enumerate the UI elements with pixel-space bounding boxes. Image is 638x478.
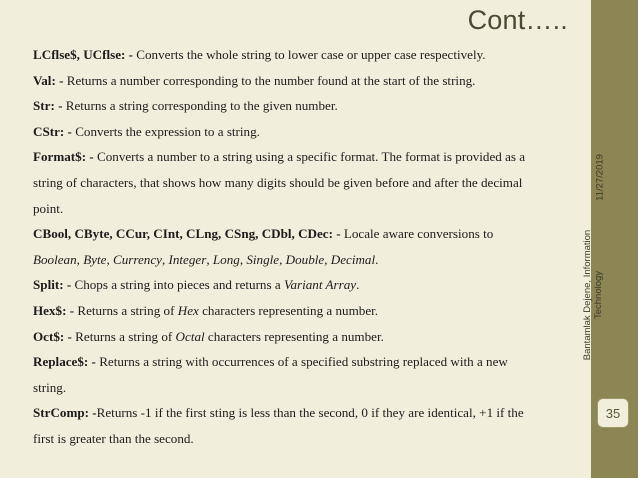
term-val: Val: -: [33, 72, 67, 88]
period: .: [375, 251, 379, 267]
page-number-text: 35: [605, 405, 621, 421]
desc-cstr: Converts the expression to a string.: [75, 123, 260, 139]
item-strcomp: [33, 400, 573, 451]
desc-oct-pre: Returns a string of: [75, 328, 176, 344]
type-single: Single: [246, 251, 280, 267]
sep: ,: [206, 251, 213, 267]
sep: ,: [76, 251, 84, 267]
desc-split: Chops a string into pieces and returns a: [74, 277, 284, 293]
slide-number: [597, 398, 629, 428]
type-boolean: Boolean: [33, 251, 77, 267]
slide-date: 11/27/2019: [594, 154, 606, 201]
italic-hex: Hex: [177, 302, 199, 318]
term-cbool: CBool, CByte, CCur, CInt, CLng, CSng, CDbl, CDec: -: [33, 226, 344, 242]
page-title: Cont…..: [467, 5, 568, 35]
item-replace: [33, 349, 573, 400]
desc-replace-1: Returns a string with occurrences of a specified substring replaced with a new: [99, 354, 508, 370]
term-cstr: CStr: -: [33, 123, 76, 139]
sep: ,: [106, 251, 113, 267]
desc-str: Returns a string corresponding to the given number.: [65, 98, 338, 114]
sep: ,: [279, 251, 286, 267]
sep: ,: [324, 251, 331, 267]
period: .: [356, 277, 360, 293]
slide-footer-author: [582, 228, 604, 362]
desc-format-1: Converts a number to a string using a specific format. The format is provided as a: [97, 149, 526, 165]
desc-cbool: Locale aware conversions to: [343, 226, 494, 242]
desc-oct-post: characters representing a number.: [204, 328, 384, 344]
desc-strcomp-1: Returns -1 if the first sting is less than the second, 0 if they are identical, +1 if the: [96, 405, 524, 421]
term-strcomp: StrComp: -: [33, 405, 97, 421]
item-cbool: [33, 221, 573, 272]
item-format: [33, 144, 573, 221]
term-oct: Oct$: -: [33, 328, 76, 344]
item-cstr: [33, 119, 573, 145]
author-line-1: Bantamlak Dejene, Information: [582, 229, 593, 361]
author-line-2: Technology: [593, 270, 604, 320]
item-val: [33, 68, 573, 94]
slide-content: [33, 42, 573, 452]
desc-hex-post: characters representing a number.: [198, 302, 379, 318]
term-format: Format$: -: [33, 149, 97, 165]
type-byte: Byte: [83, 251, 107, 267]
desc-lcase: Converts the whole string to lower case or upper case respectively.: [136, 47, 486, 62]
term-hex: Hex$: -: [33, 302, 78, 318]
item-lcase: [33, 42, 573, 68]
item-hex: [33, 298, 573, 324]
desc-format-3: point.: [33, 200, 64, 216]
sep: ,: [239, 251, 247, 267]
term-split: Split: -: [33, 277, 75, 293]
type-currency: Currency: [113, 251, 162, 267]
desc-replace-2: string.: [33, 379, 67, 395]
term-str: Str: -: [33, 98, 66, 114]
type-integer: Integer: [168, 251, 207, 267]
term-replace: Replace$: -: [33, 354, 100, 370]
desc-strcomp-2: first is greater than the second.: [33, 430, 194, 446]
term-lcase: LCflse$, UCflse: -: [33, 47, 137, 62]
italic-octal: Octal: [175, 328, 205, 344]
type-decimal: Decimal: [330, 251, 376, 267]
desc-format-2: string of characters, that shows how many digits should be given before and after the decimal: [33, 174, 523, 190]
item-str: [33, 93, 573, 119]
desc-val: Returns a number corresponding to the number found at the start of the string.: [66, 72, 476, 88]
item-split: [33, 272, 573, 298]
sep: ,: [161, 251, 169, 267]
italic-variant-array: Variant Array: [283, 277, 357, 293]
item-oct: [33, 324, 573, 350]
type-long: Long: [212, 251, 240, 267]
type-double: Double: [285, 251, 325, 267]
desc-hex-pre: Returns a string of: [77, 302, 178, 318]
